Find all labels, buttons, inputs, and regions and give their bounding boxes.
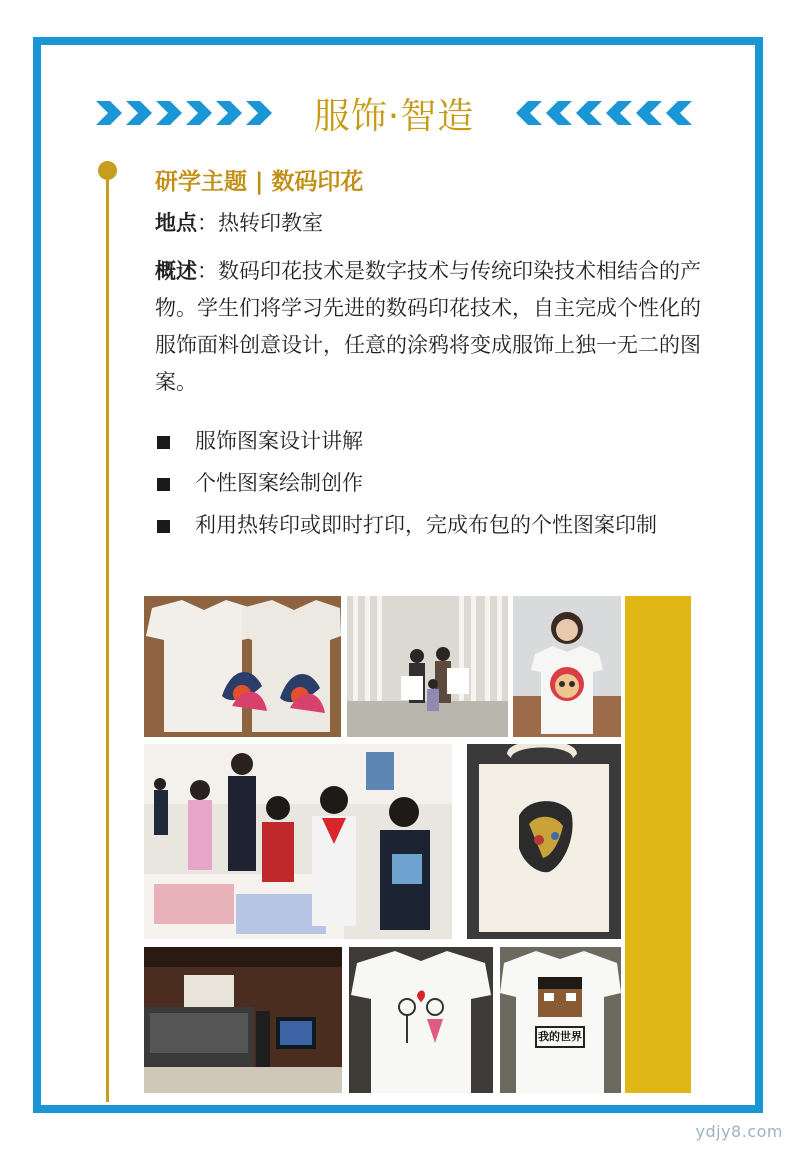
colon: ：: [197, 259, 218, 283]
timeline-dot: [98, 161, 117, 180]
section-heading: 研学主题 | 数码印花: [155, 169, 364, 195]
my-world-shirt-text: 我的世界: [538, 1030, 582, 1043]
watermark: ydjy8.com: [695, 1122, 783, 1141]
family-holding-tshirts-photo: [347, 596, 508, 737]
chevron-right-decoration-icon: [510, 98, 692, 128]
square-bullet-icon: [157, 520, 170, 533]
square-bullet-icon: [157, 436, 170, 449]
list-item: [155, 507, 703, 544]
girl-holding-tshirt-photo: [513, 596, 621, 737]
list-item-text: 利用热转印或即时打印，完成布包的个性图案印制: [195, 513, 657, 537]
overview-text: 数码印花技术是数字技术与传统印染技术相结合的产物。学生们将学习先进的数码印花技术，自主完成个性化的服饰面料创意设计，任意的涂鸦将变成服饰上独一无二的图案。: [155, 259, 701, 394]
list-item-text: 服饰图案设计讲解: [195, 429, 363, 453]
location-label: 地点: [155, 211, 197, 235]
accent-bar: [625, 596, 691, 1093]
location-line: [155, 207, 323, 237]
location-value: 热转印教室: [218, 211, 323, 235]
square-bullet-icon: [157, 478, 170, 491]
two-tshirts-printed-photo: [144, 596, 341, 737]
title-row: [96, 88, 692, 138]
printed-tote-bag-photo: [467, 744, 621, 939]
page-title: 服饰·智造: [313, 96, 475, 137]
my-world-tshirt-photo: [500, 947, 621, 1093]
students-at-workshop-photo: [144, 744, 452, 939]
activity-list: [155, 423, 703, 549]
list-item-text: 个性图案绘制创作: [195, 471, 363, 495]
printer-equipment-photo: [144, 947, 342, 1093]
list-item: [155, 465, 703, 502]
timeline-line: [106, 172, 109, 1102]
list-item: [155, 423, 703, 460]
colon: ：: [197, 211, 218, 235]
overview-label: 概述: [155, 259, 197, 283]
kids-drawing-tshirt-photo: [349, 947, 493, 1093]
overview-paragraph: [155, 253, 703, 401]
